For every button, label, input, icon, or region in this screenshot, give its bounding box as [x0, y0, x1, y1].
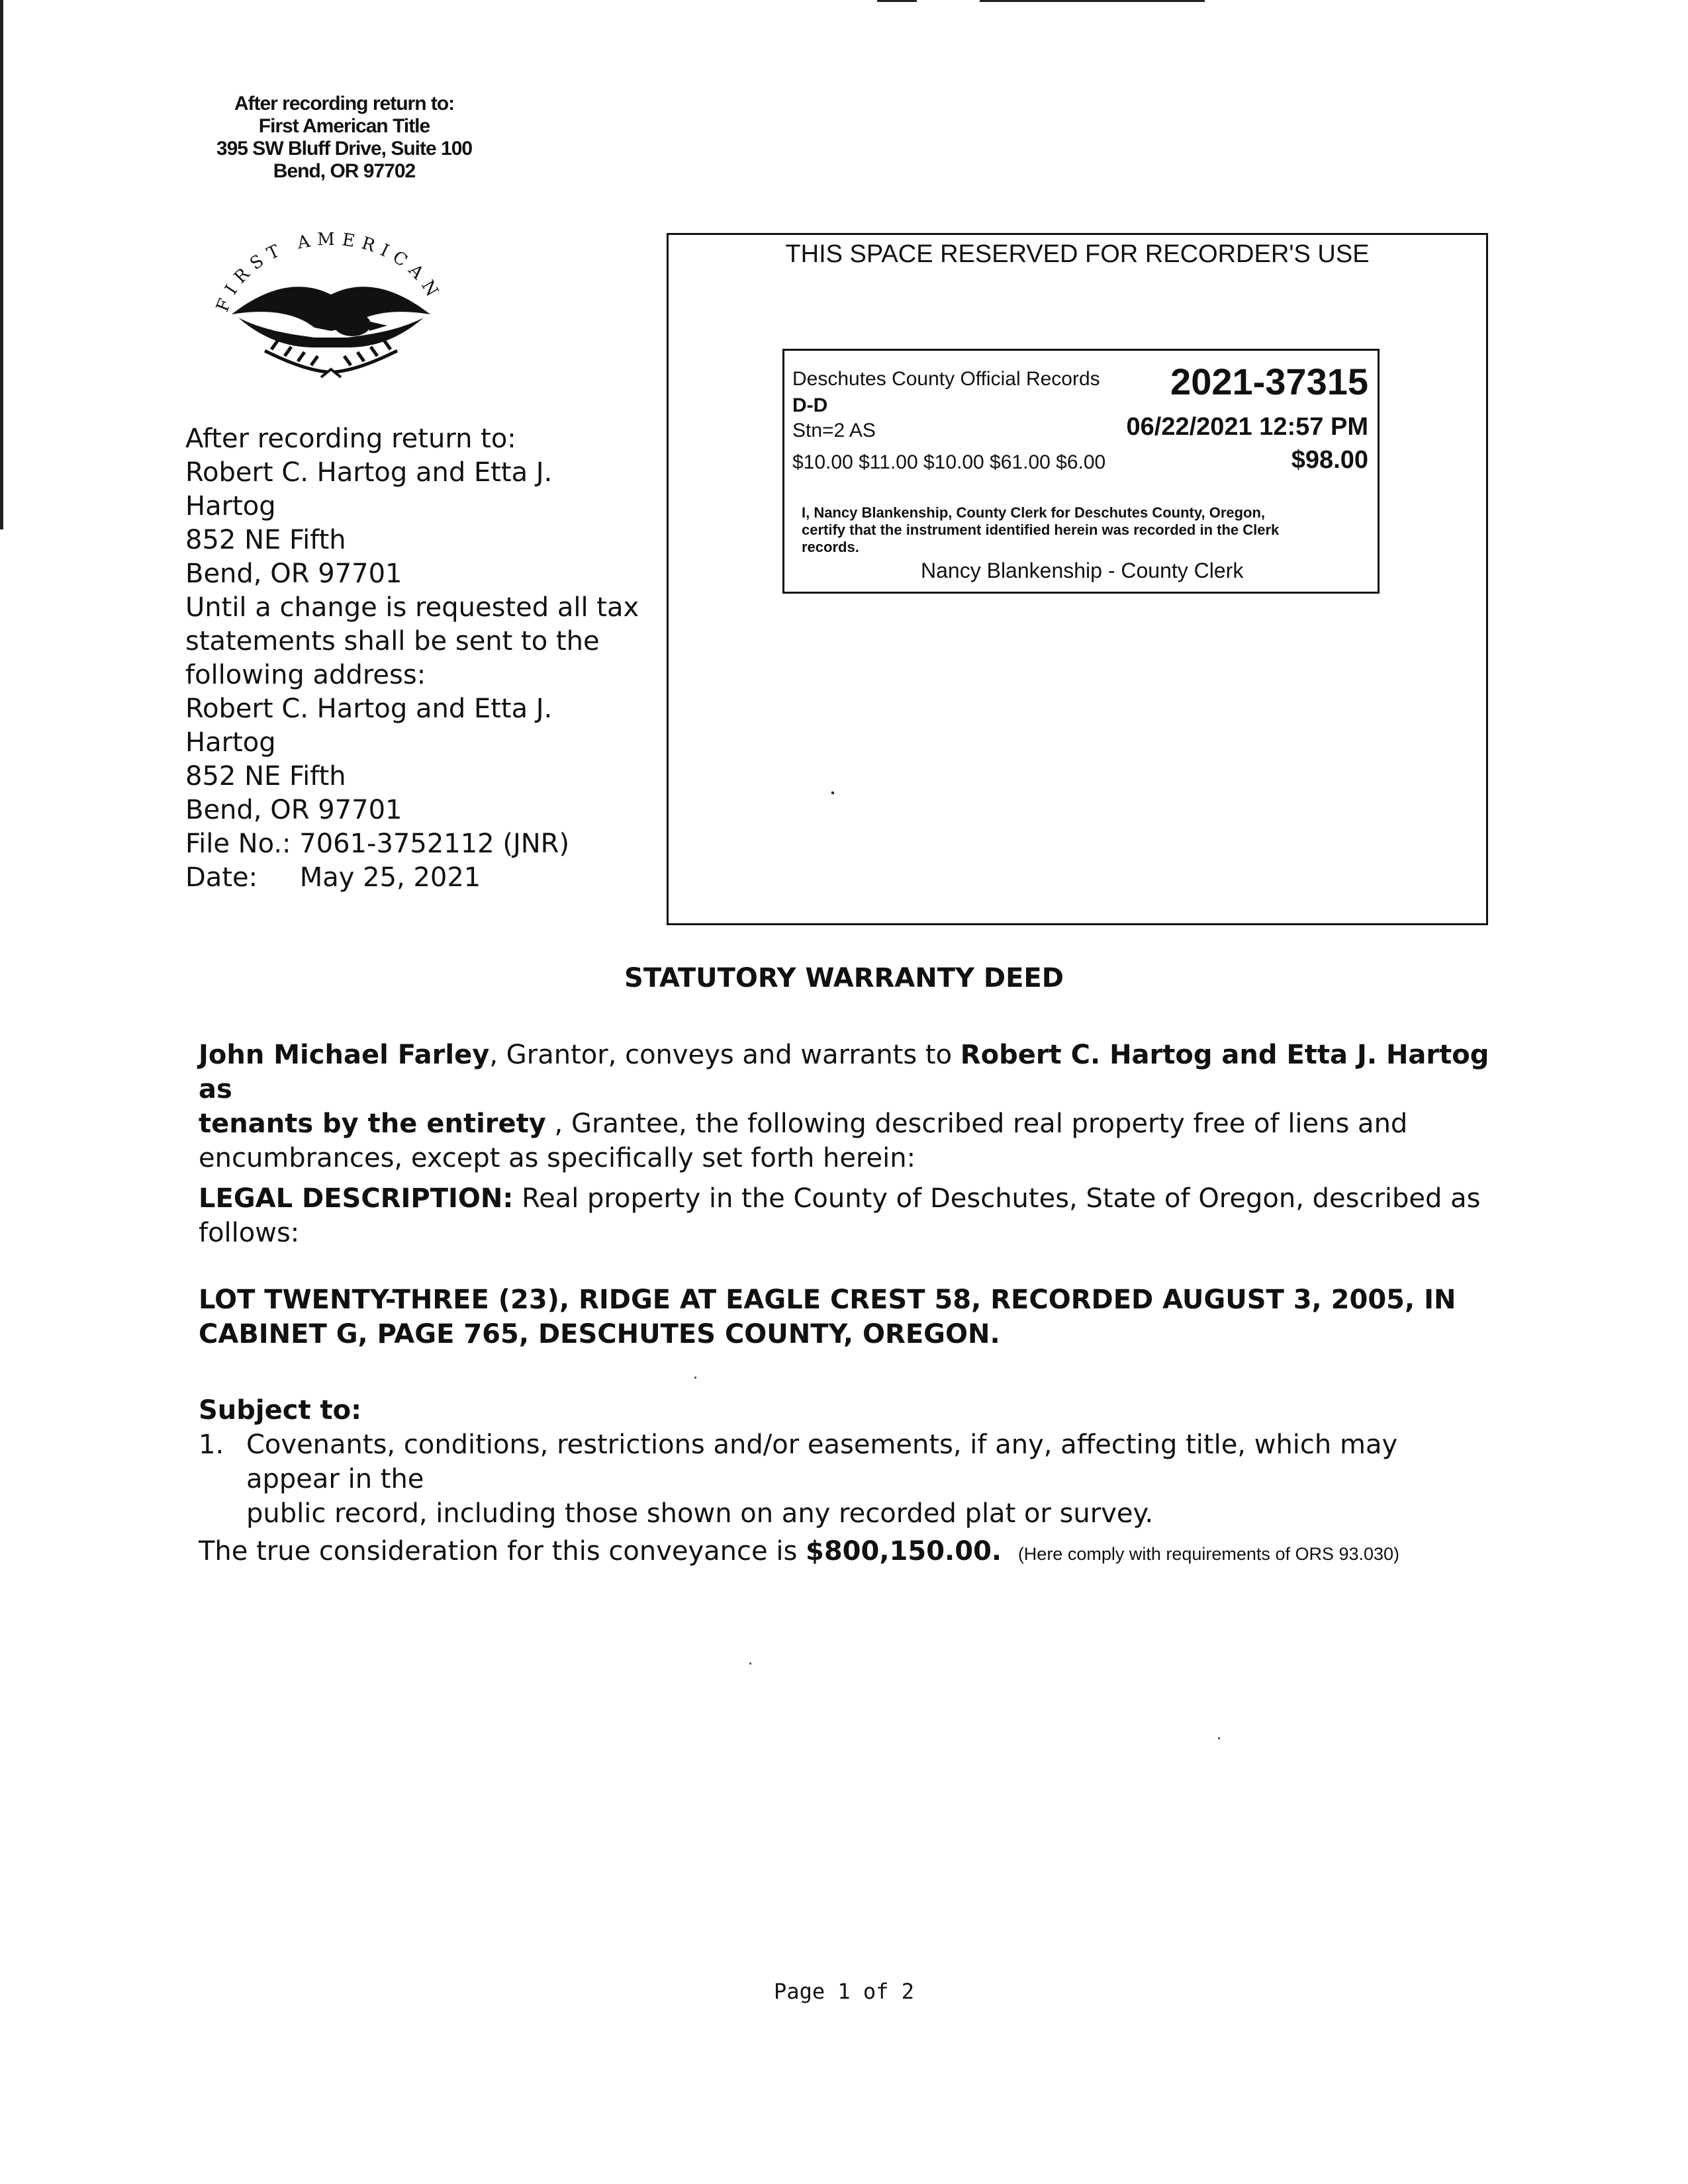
scan-speck — [749, 1662, 751, 1664]
stamp-line-2: First American Title — [258, 115, 430, 137]
legal-description — [199, 1181, 1496, 1250]
grantee-text: , Grantee, the following described real property free of liens and — [545, 1109, 1408, 1139]
scan-edge-line — [0, 0, 3, 529]
recording-stamp — [782, 349, 1380, 594]
grant-line-1 — [199, 1038, 1496, 1107]
file-label: File No.: — [185, 829, 291, 859]
eagle-icon — [199, 232, 463, 390]
file-number: 7061-3752112 (JNR) — [299, 829, 570, 859]
record-datetime: 06/22/2021 12:57 PM — [1126, 413, 1368, 441]
item-line-2: public record, including those shown on any recorded plat or survey. — [246, 1498, 1154, 1529]
legal-label: LEGAL DESCRIPTION: — [199, 1183, 514, 1214]
subject-heading: Subject to: — [199, 1395, 362, 1426]
grant-line-2 — [199, 1107, 1496, 1141]
document-number: 2021-37315 — [1170, 361, 1368, 402]
stamp-line-3: 395 SW Bluff Drive, Suite 100 — [216, 138, 473, 159]
file-date-row — [185, 861, 649, 895]
file-date: May 25, 2021 — [299, 862, 481, 893]
return-stamp — [199, 93, 490, 183]
consideration-text: The true consideration for this conveyance is — [199, 1536, 806, 1567]
tax-street: 852 NE Fifth — [185, 761, 346, 792]
grantee-name-1: Robert C. Hartog and Etta J. Hartog as — [199, 1040, 1489, 1105]
scan-mark-2 — [980, 0, 1205, 2]
return-address-block — [185, 422, 649, 591]
file-number-row — [185, 827, 649, 861]
tax-line-2: statements shall be sent to the — [185, 626, 600, 657]
consideration-note: (Here comply with requirements of ORS 93.030) — [1017, 1544, 1400, 1564]
tax-address-block — [185, 591, 649, 827]
recorder-header: THIS SPACE RESERVED FOR RECORDER'S USE — [785, 240, 1370, 268]
subject-item-1 — [199, 1428, 1496, 1531]
grantor-name: John Michael Farley — [199, 1040, 490, 1070]
return-heading: After recording return to: — [185, 424, 516, 454]
page-number: Page 1 of 2 — [774, 1979, 914, 2004]
clerk-certification — [802, 504, 1279, 556]
cert-line-2: certify that the instrument identified herein was recorded in the Clerk — [802, 522, 1280, 538]
tax-city: Bend, OR 97701 — [185, 795, 402, 825]
lot-line-1: LOT TWENTY-THREE (23), RIDGE AT EAGLE CREST 58, RECORDED AUGUST 3, 2005, IN — [199, 1285, 1456, 1315]
grant-line-3: encumbrances, except as specifically set forth herein: — [199, 1143, 916, 1173]
station: Stn=2 AS — [792, 420, 876, 441]
consideration-line — [199, 1534, 1509, 1571]
item-line-1: Covenants, conditions, restrictions and/or easements, if any, affecting title, which may appear in the — [246, 1430, 1398, 1494]
fee-total: $98.00 — [1291, 446, 1368, 474]
item-number: 1. — [199, 1430, 224, 1460]
return-name: Robert C. Hartog and Etta J. Hartog — [185, 457, 553, 522]
county-records: Deschutes County Official Records — [792, 368, 1100, 390]
company-logo — [199, 232, 463, 390]
cert-line-3: records. — [802, 539, 859, 555]
subject-to-section — [199, 1393, 1496, 1531]
grant-paragraph — [199, 1038, 1496, 1175]
return-city: Bend, OR 97701 — [185, 559, 402, 589]
legal-text-1: Real property in the County of Deschutes, State of Oregon, described as — [513, 1183, 1481, 1214]
date-label: Date: — [185, 862, 258, 893]
stamp-line-4: Bend, OR 97702 — [273, 160, 416, 182]
tax-name: Robert C. Hartog and Etta J. Hartog — [185, 694, 553, 758]
scan-speck — [1218, 1737, 1220, 1739]
grantor-text: , Grantor, conveys and warrants to — [489, 1040, 961, 1070]
consideration-amount: $800,150.00. — [806, 1536, 1002, 1567]
scan-mark-1 — [877, 0, 917, 2]
fee-list: $10.00 $11.00 $10.00 $61.00 $6.00 — [792, 451, 1106, 473]
return-street: 852 NE Fifth — [185, 525, 346, 555]
logo-arc-text: FIRST AMERICAN — [212, 232, 445, 315]
tax-line-3: following address: — [185, 660, 426, 690]
scan-speck — [831, 792, 834, 794]
clerk-signature: Nancy Blankenship - County Clerk — [921, 559, 1244, 582]
scan-speck — [694, 1377, 696, 1379]
legal-line-2: follows: — [199, 1218, 300, 1248]
grantee-name-2: tenants by the entirety — [199, 1109, 546, 1139]
file-info-block — [185, 827, 649, 895]
stamp-line-1: After recording return to: — [234, 93, 455, 114]
deed-title: STATUTORY WARRANTY DEED — [624, 963, 1064, 993]
document-type: D-D — [792, 394, 828, 416]
tax-line-1: Until a change is requested all tax — [185, 592, 639, 623]
cert-line-1: I, Nancy Blankenship, County Clerk for Deschutes County, Oregon, — [802, 504, 1266, 521]
lot-description — [199, 1283, 1496, 1351]
legal-line-1 — [199, 1181, 1496, 1216]
recorder-box — [667, 233, 1488, 925]
lot-line-2: CABINET G, PAGE 765, DESCHUTES COUNTY, OREGON. — [199, 1319, 1000, 1349]
